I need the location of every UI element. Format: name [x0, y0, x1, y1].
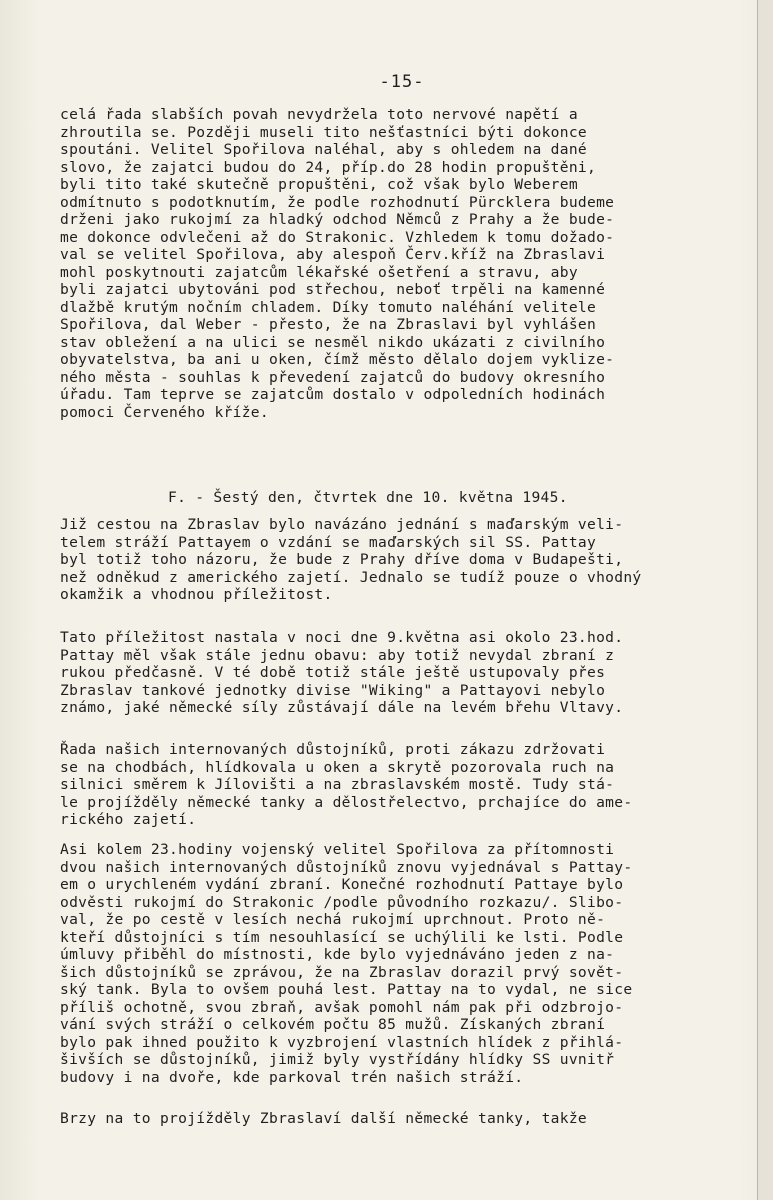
- paragraph-4: Řada našich internovaných důstojníků, proti zákazu zdržovati se na chodbách, hlídkovala u oken a skrytě pozorovala ruch na silnici směrem k Jílovišti a na zbraslavském mostě. Tudy stá- le projížděly německé tanky a dělostřelectvo, prchajíce do ame- rického zajetí.: [60, 741, 633, 828]
- paragraph-3: Tato příležitost nastala v noci dne 9.května asi okolo 23.hod. Pattay měl však stále jednu obavu: aby totiž nevydal zbraní z rukou předčasně. V té době totiž stále ještě ustupovaly přes Zbraslav tankové jednotky divise "Wiking" a Pattayovi nebylo známo, jaké německé síly zůstávají dále na levém břehu Vltavy.: [60, 629, 624, 716]
- paragraph-5: Asi kolem 23.hodiny vojenský velitel Spořilova za přítomnosti dvou našich internovaných důstojníků znovu vyjednával s Pattay- em o urychleném vydání zbraní. Konečné rozhodnutí Pattaye bylo odvěsti rukojmí do Strakonic /podle původního rozkazu/. Slibo- val, že po cestě v lesích nechá rukojmí uprchnout. Proto ně- kteří důstojníci s tím nesouhlasící se uchýlili ke lsti. Podle úmluvy přiběhl do místnosti, kde bylo vyjednáváno jeden z na- šich důstojníků se zprávou, že na Zbraslav dorazil prvý sovět- ský tank. Byla to ovšem pouhá lest. Pattay na to vydal, ne sice příliš ochotně, svou zbraň, avšak pomohl nám pak při odzbrojo- vání svých stráží o celkovém počtu 85 mužů. Získaných zbraní bylo pak ihned použito k vyzbrojení vlastních hlídek z přihlá- šivších se důstojníků, jimiž byly vystřídány hlídky SS uvnitř budovy i na dvoře, kde parkoval trén našich stráží.: [60, 841, 633, 1086]
- paragraph-2: Již cestou na Zbraslav bylo navázáno jednání s maďarským veli- telem stráží Pattayem o vzdání se maďarských sil SS. Pattay byl totiž toho názoru, že bude z Prahy dříve doma v Budapešti, než odněkud z amerického zajetí. Jednalo se tudíž pouze o vhodný okamžik a vhodnou příležitost.: [60, 516, 642, 603]
- paragraph-1: celá řada slabších povah nevydržela toto nervové napětí a zhroutila se. Později museli tito nešťastníci býti dokonce spoutáni. Velitel Spořilova naléhal, aby s ohledem na dané slovo, že zajatci budou do 24, příp.do 28 hodin propuštěni, byli tito také skutečně propuštěni, což však bylo Weberem odmítnuto s podotknutím, že podle rozhodnutí Pürcklera budeme drženi jako rukojmí za hladký odchod Němců z Prahy a že bude- me dokonce odvlečeni až do Strakonic. Vzhledem k tomu dožado- val se velitel Spořilova, aby alespoň Červ.kříž na Zbraslavi mohl poskytnouti zajatcům lékařské ošetření a stravu, aby byli zajatci ubytováni pod střechou, neboť trpěli na kamenné dlažbě krutým nočním chladem. Díky tomuto naléhání velitele Spořilova, dal Weber - přesto, že na Zbraslavi byl vyhlášen stav obležení a na ulici se nesměl nikdo ukázati z civilního obyvatelstva, ba ani u oken, čímž město dělalo dojem vyklize- ného města - souhlas k převedení zajatců do budovy okresního úřadu. Tam teprve se zajatcům dostalo v odpoledních hodinách pomoci Červeného kříže.: [60, 106, 615, 421]
- page-edge-strip: [758, 0, 773, 1200]
- paragraph-6: Brzy na to projížděly Zbraslaví další německé tanky, takže: [60, 1110, 587, 1127]
- page-number: -15-: [379, 72, 425, 92]
- section-heading: F. - Šestý den, čtvrtek dne 10. května 1945.: [168, 489, 568, 506]
